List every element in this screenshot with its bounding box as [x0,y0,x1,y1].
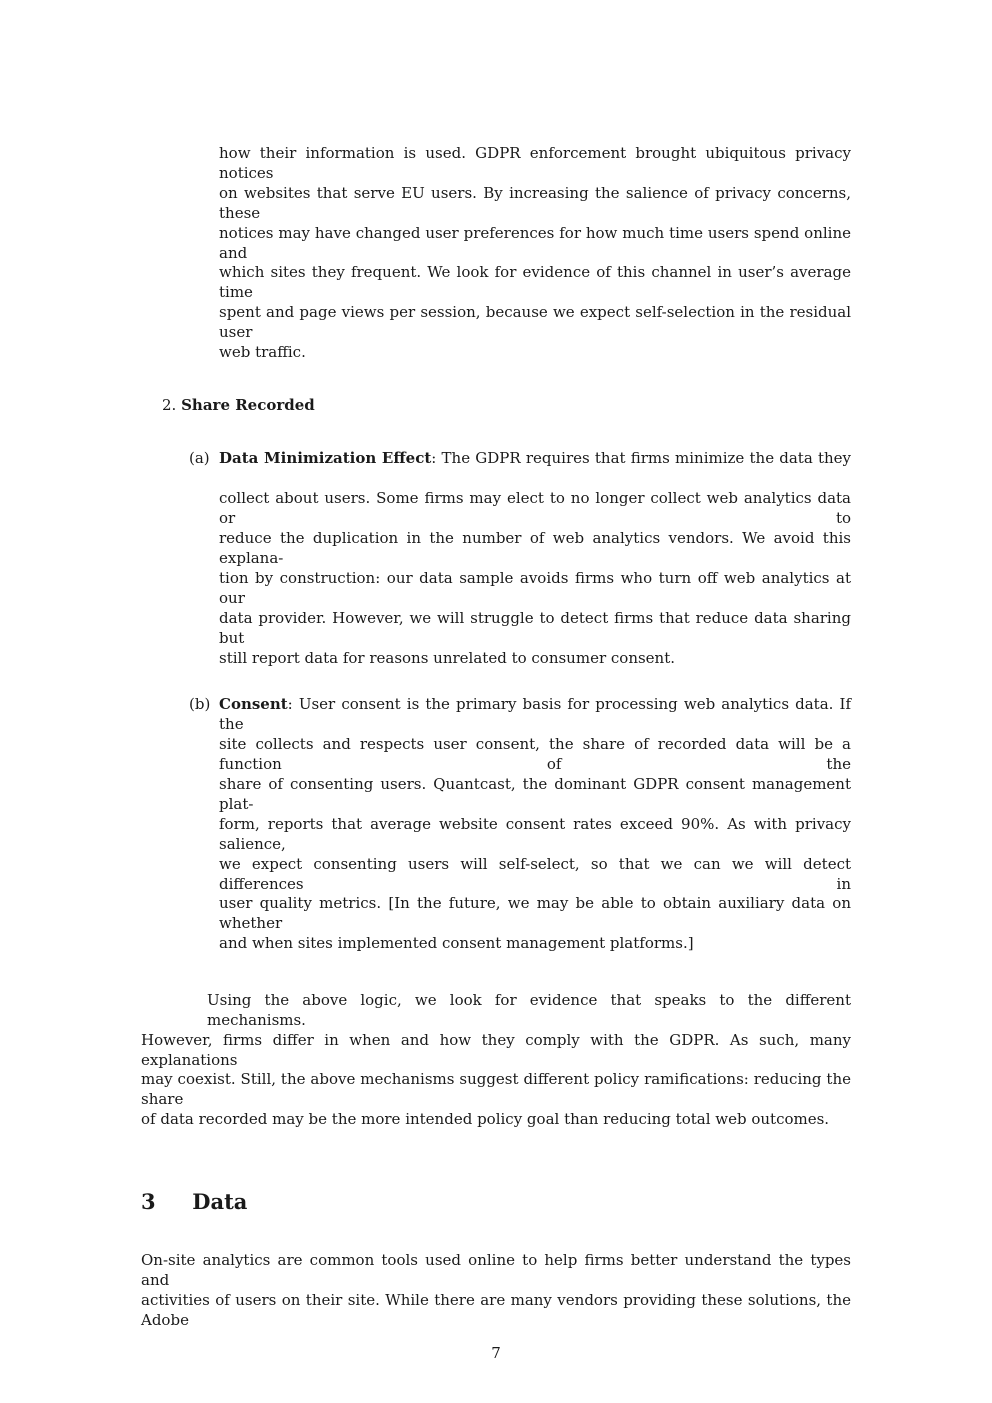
section-heading [141,1189,247,1215]
text-line: tion by construction: our data sample avoids firms who turn off web analytics at our [219,569,851,607]
page-number: 7 [491,1344,501,1362]
text-span: : User consent is the primary basis for processing web analytics data. If the [219,695,851,733]
text-line: and when sites implemented consent management platforms.] [219,934,694,952]
text-line: we expect consenting users will self-select, so that we can we will detect differences in [219,855,851,893]
text-line [219,694,851,733]
text-line: notices may have changed user preferences for how much time users spend online and [219,224,851,262]
sublist-title: Data Minimization Effect [219,449,432,467]
sublist-label: (a) [189,449,210,467]
text-line: may coexist. Still, the above mechanisms suggest different policy ramifications: reducing the share [141,1070,851,1108]
sublist-label: (b) [189,695,211,713]
text-line [219,448,851,468]
text-line: On-site analytics are common tools used online to help firms better understand the types and [141,1251,851,1289]
text-line: spent and page views per session, because we expect self-selection in the residual user [219,303,851,341]
text-line: which sites they frequent. We look for evidence of this channel in user’s average time [219,263,851,301]
section-number: 3 [141,1189,156,1214]
text-line: share of consenting users. Quantcast, the dominant GDPR consent management plat- [219,775,851,813]
section-title: Data [192,1189,248,1214]
text-line: user quality metrics. [In the future, we may be able to obtain auxiliary data on whether [219,894,851,932]
text-line: data provider. However, we will struggle to detect firms that reduce data sharing but [219,609,851,647]
text-line: on websites that serve EU users. By increasing the salience of privacy concerns, these [219,184,851,222]
text-line: of data recorded may be the more intended policy goal than reducing total web outcomes. [141,1110,830,1128]
text-line: site collects and respects user consent, the share of recorded data will be a function of the [219,735,851,773]
list-number: 2. [162,396,177,414]
text-line: how their information is used. GDPR enforcement brought ubiquitous privacy notices [219,144,851,182]
text-line: collect about users. Some firms may elect to no longer collect web analytics data or to [219,489,851,527]
text-line: activities of users on their site. While there are many vendors providing these solutions, the Adobe [141,1291,851,1329]
text-line: form, reports that average website consent rates exceed 90%. As with privacy salience, [219,815,851,853]
text-line: still report data for reasons unrelated to consumer consent. [219,649,676,667]
text-line: web traffic. [219,343,306,361]
list-item-title: Share Recorded [181,396,315,414]
text-span: : The GDPR requires that firms minimize the data they [431,449,852,467]
text-line: Using the above logic, we look for evidence that speaks to the different mechanisms. [207,991,851,1029]
text-line: reduce the duplication in the number of web analytics vendors. We avoid this explana- [219,529,851,567]
text-line: However, firms differ in when and how they comply with the GDPR. As such, many explanations [141,1031,851,1069]
list-item-2-heading [162,395,315,415]
sublist-title: Consent [219,695,288,713]
